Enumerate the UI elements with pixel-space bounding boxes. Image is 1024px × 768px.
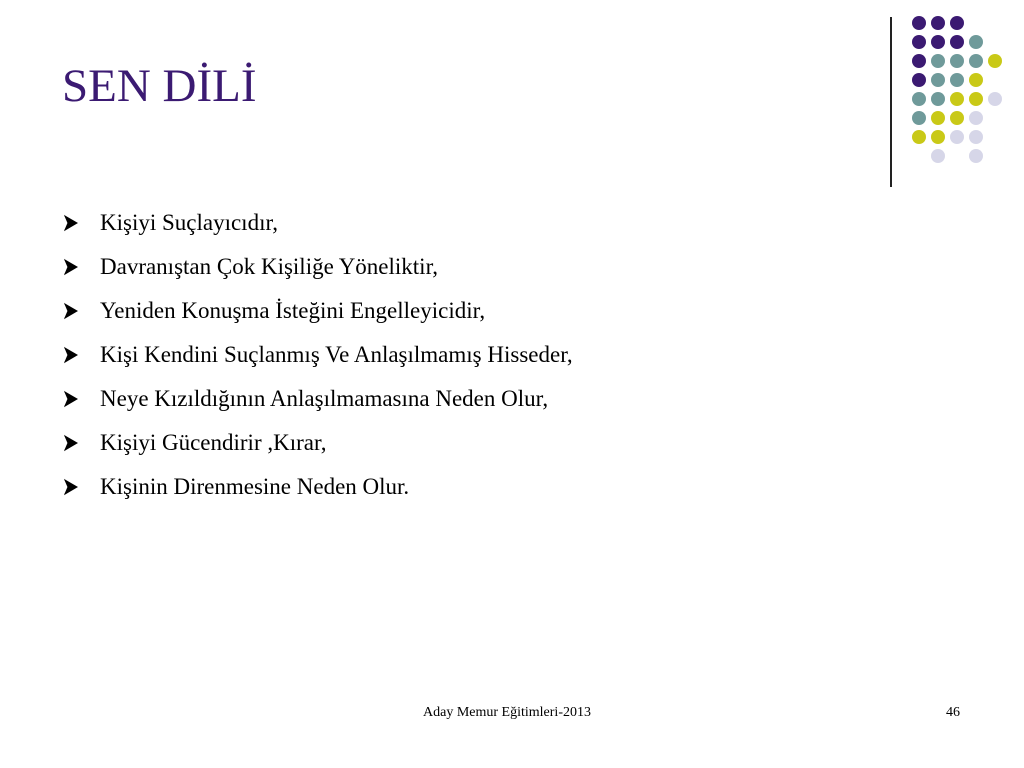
decorative-dot [912, 54, 926, 68]
arrow-bullet-icon [62, 434, 80, 452]
arrow-bullet-icon [62, 390, 80, 408]
decorative-dot [950, 130, 964, 144]
arrow-bullet-icon [62, 258, 80, 276]
decorative-dot [931, 92, 945, 106]
decorative-dot [931, 54, 945, 68]
decorative-dot [912, 130, 926, 144]
bullet-text: Kişi Kendini Suçlanmış Ve Anlaşılmamış Hisseder, [100, 342, 573, 367]
decorative-dot [950, 73, 964, 87]
bullet-text: Kişiyi Suçlayıcıdır, [100, 210, 278, 235]
bullet-text: Davranıştan Çok Kişiliğe Yöneliktir, [100, 254, 439, 279]
arrow-bullet-icon [62, 346, 80, 364]
arrow-bullet-icon [62, 302, 80, 320]
arrow-bullet-icon [62, 214, 80, 232]
decorative-dot [988, 92, 1002, 106]
decorative-dot [950, 35, 964, 49]
decorative-dot [950, 54, 964, 68]
decorative-dot-grid [0, 0, 1024, 200]
decorative-dot [988, 54, 1002, 68]
footer-text: Aday Memur Eğitimleri-2013 [423, 705, 591, 720]
decorative-dot [969, 92, 983, 106]
decorative-dot [969, 35, 983, 49]
arrow-bullet-icon [62, 478, 80, 496]
decorative-dot [950, 92, 964, 106]
decorative-dot [931, 35, 945, 49]
decorative-dot [931, 149, 945, 163]
bullet-text: Kişinin Direnmesine Neden Olur. [100, 474, 410, 499]
decorative-dot [912, 92, 926, 106]
decorative-dot [969, 54, 983, 68]
decorative-dot [931, 16, 945, 30]
decorative-dot [969, 73, 983, 87]
decorative-dot [931, 130, 945, 144]
decorative-dot [950, 16, 964, 30]
bullet-text: Kişiyi Gücendirir ,Kırar, [100, 430, 327, 455]
vertical-divider [890, 17, 892, 187]
decorative-dot [912, 73, 926, 87]
decorative-dot [931, 73, 945, 87]
decorative-dot [969, 149, 983, 163]
decorative-dot [912, 16, 926, 30]
decorative-dot [950, 111, 964, 125]
decorative-dot [969, 111, 983, 125]
decorative-dot [912, 35, 926, 49]
decorative-dot [969, 130, 983, 144]
page-number: 46 [946, 705, 960, 720]
slide-title: SEN DİLİ [62, 60, 257, 112]
decorative-dot [912, 111, 926, 125]
bullet-text: Yeniden Konuşma İsteğini Engelleyicidir, [100, 298, 486, 323]
decorative-dot [931, 111, 945, 125]
bullet-text: Neye Kızıldığının Anlaşılmamasına Neden Olur, [100, 386, 549, 411]
